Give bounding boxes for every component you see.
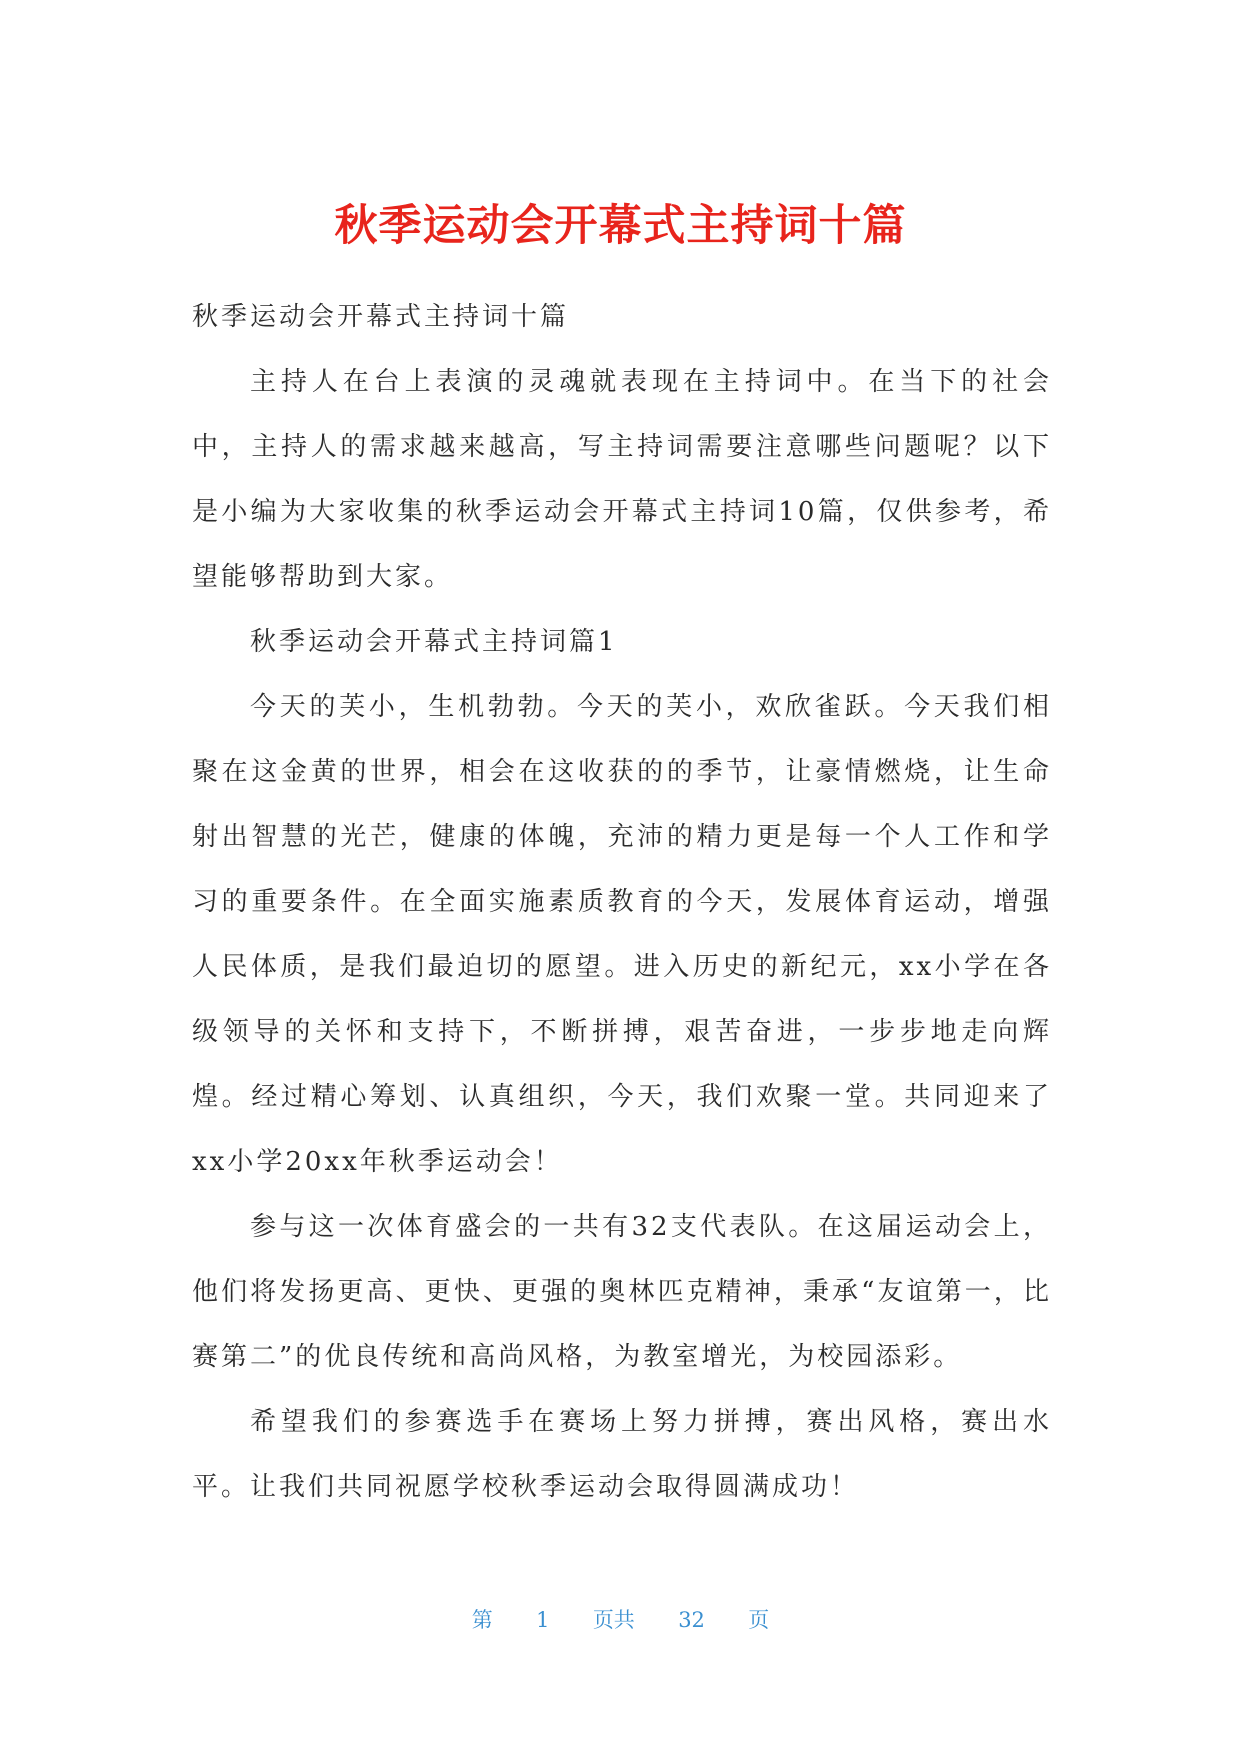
section-heading: 秋季运动会开幕式主持词篇1 [250,627,618,657]
page-footer [0,1604,1241,1634]
current-page-number: 1 [536,1608,550,1632]
footer-prefix: 第 [471,1608,493,1632]
footer-middle: 页共 [592,1608,635,1632]
document-body [192,285,1052,1520]
body-paragraph: 今天的芙小，生机勃勃。今天的芙小，欢欣雀跃。今天我们相聚在这金黄的世界，相会在这收获的的季节，让豪情燃烧，让生命射出智慧的光芒，健康的体魄，充沛的精力更是每一个人工作和学习的重要条件。在全面实施素质教育的今天，发展体育运动，增强人民体质，是我们最迫切的愿望。进入历史的新纪元，xx小学在各级领导的关怀和支持下，不断拼搏，艰苦奋进，一步步地走向辉煌。经过精心筹划、认真组织，今天，我们欢聚一堂。共同迎来了xx小学20xx年秋季运动会！ [192,692,1052,1177]
footer-suffix: 页 [748,1608,770,1632]
document-title: 秋季运动会开幕式主持词十篇 [334,201,907,251]
body-paragraph: 参与这一次体育盛会的一共有32支代表队。在这届运动会上，他们将发扬更高、更快、更强的奥林匹克精神，秉承“友谊第一，比赛第二”的优良传统和高尚风格，为教室增光，为校园添彩。 [192,1212,1052,1372]
total-pages-number: 32 [678,1608,705,1632]
intro-paragraph: 主持人在台上表演的灵魂就表现在主持词中。在当下的社会中，主持人的需求越来越高，写主持词需要注意哪些问题呢？以下是小编为大家收集的秋季运动会开幕式主持词10篇，仅供参考，希望能够帮助到大家。 [192,367,1052,592]
document-subtitle: 秋季运动会开幕式主持词十篇 [192,302,570,332]
body-paragraph: 希望我们的参赛选手在赛场上努力拼搏，赛出风格，赛出水平。让我们共同祝愿学校秋季运动会取得圆满成功！ [192,1407,1052,1502]
